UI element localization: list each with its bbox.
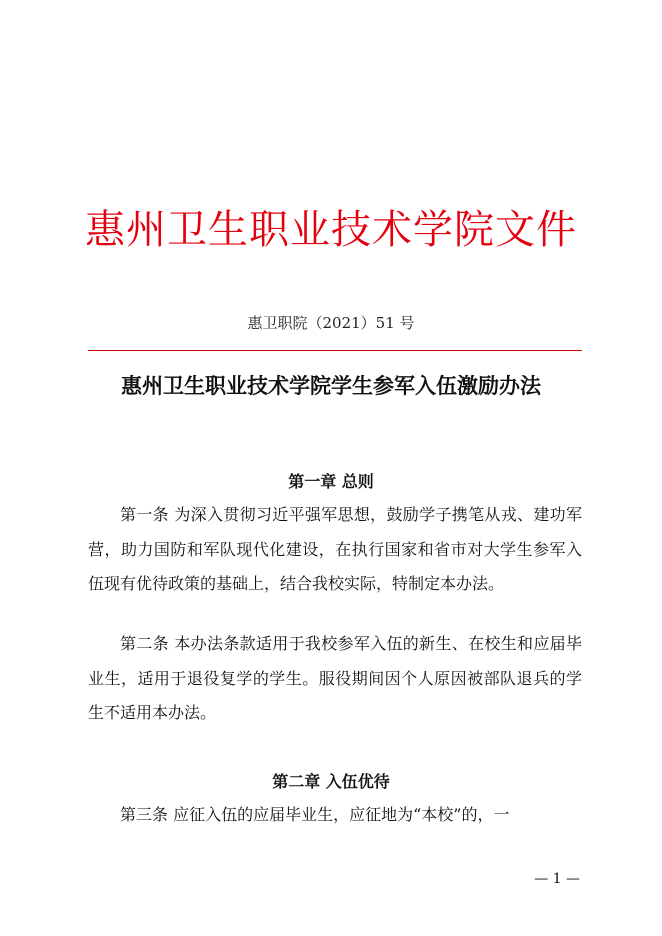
masthead-title: 惠州卫生职业技术学院文件 bbox=[85, 207, 577, 253]
document-number: 惠卫职院（2021）51 号 bbox=[247, 314, 415, 332]
chapter-heading: 第一章 总则 bbox=[288, 472, 374, 491]
chapter-heading: 第二章 入伍优待 bbox=[272, 772, 390, 791]
article-paragraph: 第三条 应征入伍的应届毕业生，应征地为“本校”的，一 bbox=[120, 805, 510, 824]
article-paragraph: 第一条 为深入贯彻习近平强军思想，鼓励学子携笔从戎、建功军营，助力国防和军队现代化建设，在执行国家和省市对大学生参军入伍现有优待政策的基础上，结合我校实际，特制定本办法。 bbox=[88, 505, 582, 593]
red-divider-line bbox=[88, 350, 582, 351]
document-title: 惠州卫生职业技术学院学生参军入伍激励办法 bbox=[121, 373, 541, 398]
page-number: — 1 — bbox=[534, 871, 580, 887]
article-paragraph: 第二条 本办法条款适用于我校参军入伍的新生、在校生和应届毕业生，适用于退役复学的学生。服役期间因个人原因被部队退兵的学生不适用本办法。 bbox=[88, 634, 582, 722]
